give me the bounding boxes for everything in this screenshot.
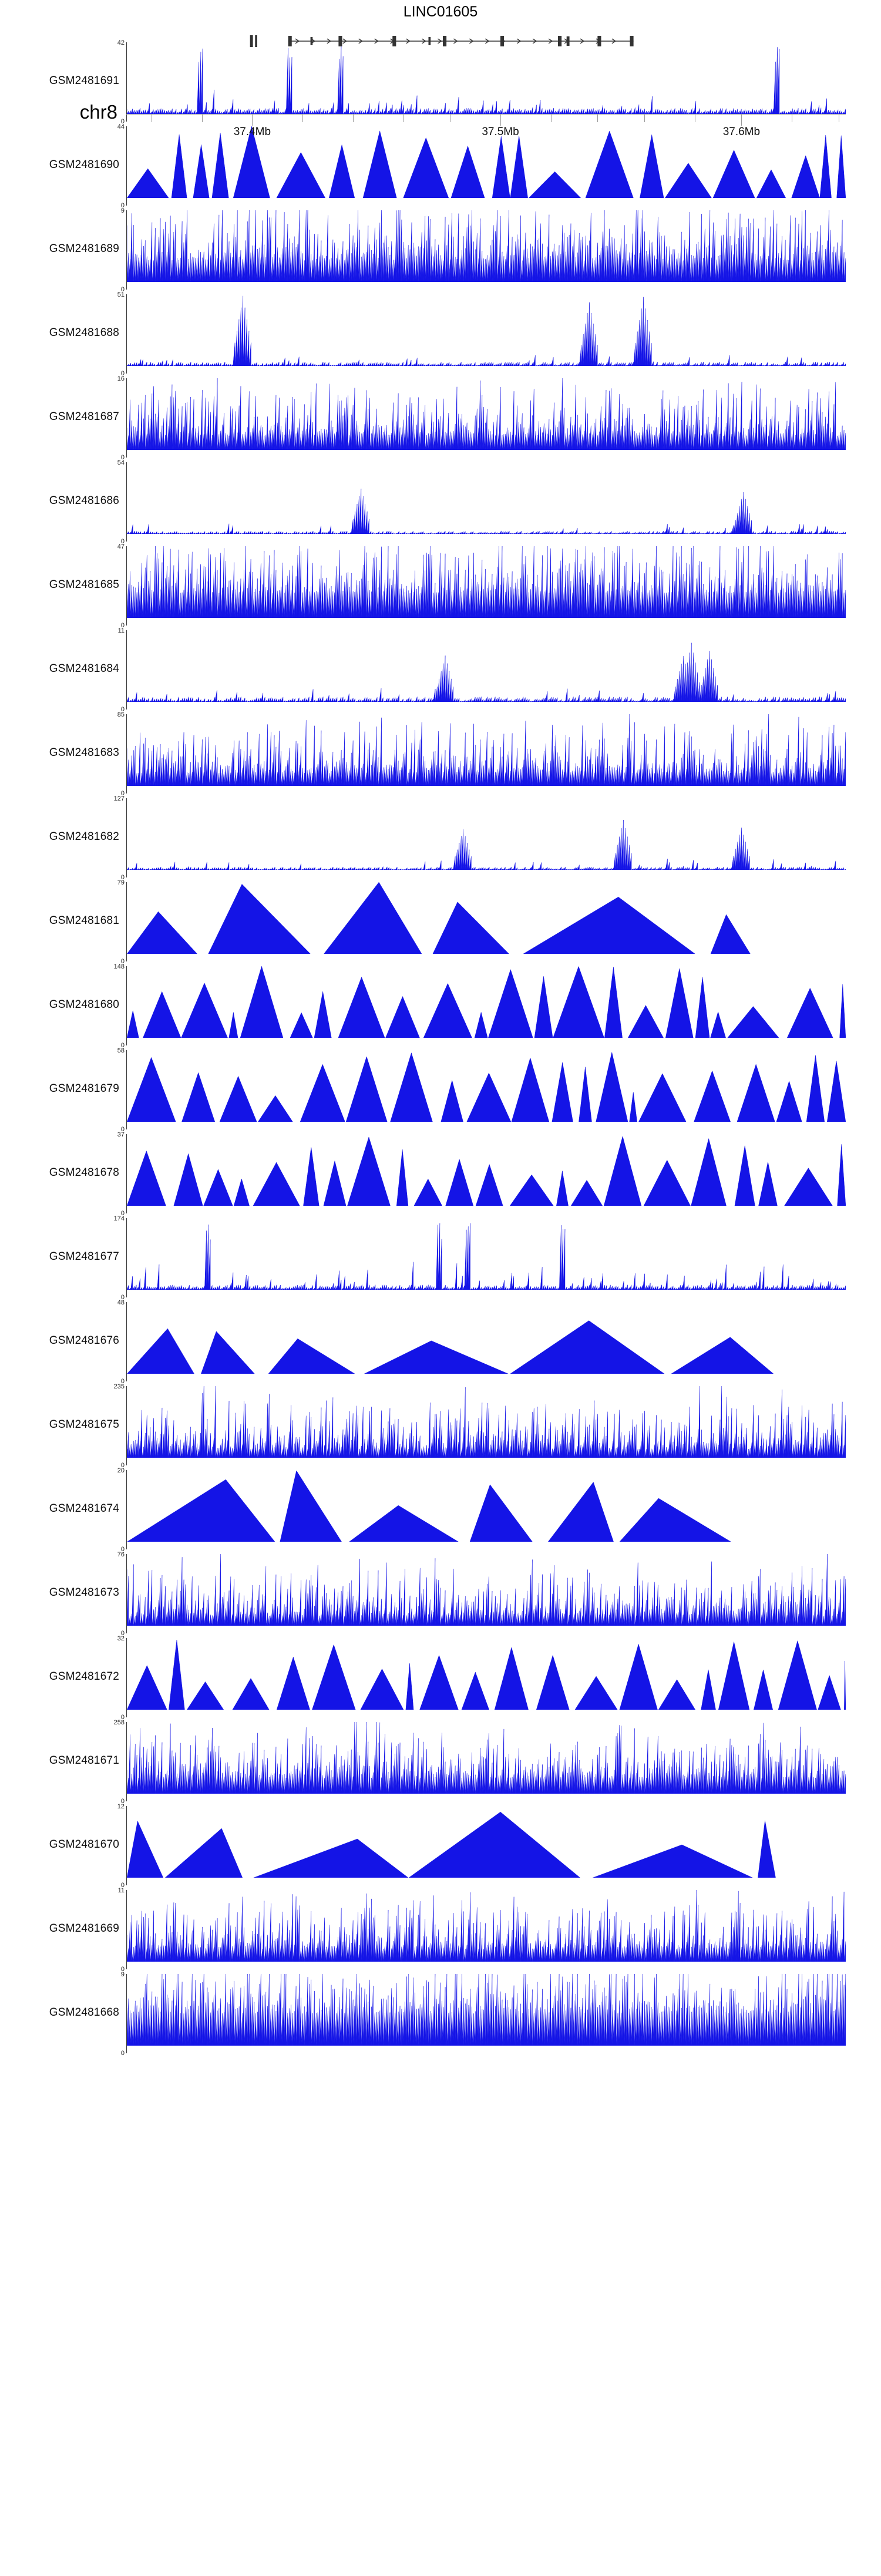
axis-tick [597,114,598,122]
track-axis-min: 0 [120,706,125,713]
track-row [0,1802,881,1889]
gene-exon [250,35,253,47]
track-row [0,879,881,963]
track-label-gsm2481668[interactable]: GSM2481668 [49,2006,119,2019]
track-plot [113,795,846,881]
track-row [0,711,881,795]
genomic-coordinate-axis [126,103,846,168]
track-plot [113,1719,846,1805]
track-row [0,1551,881,1635]
track-axis-max: 12 [117,1803,125,1810]
track-row [0,1215,881,1299]
track-signal-plot [127,1722,846,1794]
axis-tick [644,114,645,122]
track-axis-min: 0 [120,1882,125,1889]
track-row [0,1886,881,1973]
track-axis-max: 32 [117,1635,125,1642]
track-label-gsm2481690[interactable]: GSM2481690 [49,158,119,171]
track-axis-min: 0 [120,454,125,461]
track-signal-plot [127,1638,846,1710]
track-axis-max: 51 [117,291,125,298]
track-signal-plot [127,1806,846,1878]
track-signal-plot [127,1890,846,1962]
track-plot [113,963,846,1049]
track-plot [117,459,846,545]
signal-path [127,1052,846,1122]
track-signal-plot [127,966,846,1038]
track-axis-min: 0 [120,1798,125,1805]
track-axis-min: 0 [120,874,125,881]
signal-path [127,1321,774,1374]
track-axis-min: 0 [120,1546,125,1553]
track-plot [120,1970,846,2057]
track-axis-min: 0 [120,958,125,965]
track-label-gsm2481678[interactable]: GSM2481678 [49,1166,119,1179]
signal-path [127,210,846,282]
track-axis-max: 48 [117,1299,125,1306]
track-plot [120,207,846,293]
gene-exon [558,36,561,46]
track-row [0,1635,881,1719]
track-row [0,1047,881,1131]
track-axis-min: 0 [120,286,125,293]
track-label-gsm2481682[interactable]: GSM2481682 [49,830,119,843]
track-row [0,543,881,627]
track-row [0,291,881,375]
track-label-gsm2481687[interactable]: GSM2481687 [49,410,119,423]
track-row [0,1467,881,1551]
track-label-gsm2481681[interactable]: GSM2481681 [49,914,119,927]
track-label-gsm2481676[interactable]: GSM2481676 [49,1334,119,1347]
track-plot [117,1551,846,1637]
track-plot [117,1299,846,1385]
signal-path [127,489,846,534]
track-label-gsm2481684[interactable]: GSM2481684 [49,662,119,675]
track-axis-min: 0 [120,622,125,629]
track-axis-max: 174 [113,1215,125,1222]
track-axis-max: 58 [117,1047,125,1054]
signal-path [127,882,751,954]
track-plot [117,375,846,461]
track-plot [113,1215,846,1301]
track-axis-max: 47 [117,543,125,550]
axis-major-tick [500,114,501,126]
track-axis-max: 20 [117,1467,125,1474]
track-label-gsm2481674[interactable]: GSM2481674 [49,1502,119,1515]
track-row [0,1383,881,1467]
track-signal-plot [127,1218,846,1290]
track-axis-min: 0 [120,370,125,377]
axis-major-tick [252,114,253,126]
chromosome-axis-area [0,86,881,174]
signal-path [127,643,846,702]
track-signal-plot [127,378,846,450]
axis-major-tick [741,114,742,126]
track-label-gsm2481673[interactable]: GSM2481673 [49,1586,119,1599]
track-label-gsm2481691[interactable]: GSM2481691 [49,74,119,87]
track-row [0,1131,881,1215]
chromosome-label: chr8 [79,101,117,123]
signal-path [127,1722,846,1794]
gene-exon [311,37,313,45]
track-axis-max: 76 [117,1551,125,1558]
track-row [0,207,881,291]
axis-tick [353,114,354,122]
axis-tick [302,114,303,122]
signal-path [127,1223,846,1290]
track-plot [117,1047,846,1133]
track-axis-min: 0 [120,2050,125,2057]
track-signal-plot [127,1050,846,1122]
signal-path [127,378,846,450]
track-signal-plot [127,630,846,702]
track-row [0,1970,881,2057]
track-label-gsm2481672[interactable]: GSM2481672 [49,1670,119,1683]
track-row [0,795,881,879]
gene-exon [443,36,446,46]
axis-rule [126,114,846,115]
track-axis-max: 148 [113,963,125,970]
signal-path [127,1974,846,2046]
signal-path [127,1471,731,1542]
track-axis-max: 11 [117,1887,125,1894]
track-signal-plot [127,210,846,282]
track-plot [117,1886,846,1973]
track-axis-min: 0 [120,1714,125,1721]
track-row [0,627,881,711]
track-axis-max: 11 [117,627,125,634]
track-signal-plot [127,798,846,870]
track-axis-max: 85 [117,711,125,718]
axis-tick [403,114,404,122]
track-label-gsm2481669[interactable]: GSM2481669 [49,1922,119,1935]
signal-path [127,1640,846,1710]
track-plot [117,879,846,965]
gene-exon [500,36,504,46]
gene-annotation-track [0,4,881,68]
track-label-gsm2481686[interactable]: GSM2481686 [49,494,119,507]
track-axis-max: 9 [120,207,125,214]
track-axis-min: 0 [120,1378,125,1385]
axis-tick-label: 37.5Mb [482,126,519,138]
signal-tracks-container [0,39,881,2057]
track-plot [113,1383,846,1469]
track-axis-min: 0 [120,202,125,209]
track-axis-max: 79 [117,879,125,886]
gene-label: LINC01605 [403,4,478,20]
signal-path [127,1554,846,1626]
track-label-gsm2481680[interactable]: GSM2481680 [49,998,119,1011]
axis-tick [551,114,552,122]
track-axis-min: 0 [120,1042,125,1049]
track-plot [117,1635,846,1721]
track-label-gsm2481683[interactable]: GSM2481683 [49,746,119,759]
track-signal-plot [127,294,846,366]
track-signal-plot [127,546,846,618]
signal-path [127,296,846,366]
track-axis-max: 9 [120,1971,125,1978]
track-signal-plot [127,714,846,786]
track-signal-plot [127,1386,846,1458]
track-axis-min: 0 [120,538,125,545]
track-label-gsm2481670[interactable]: GSM2481670 [49,1838,119,1851]
track-label-gsm2481671[interactable]: GSM2481671 [49,1754,119,1767]
gene-exon [288,36,292,46]
track-label-gsm2481677[interactable]: GSM2481677 [49,1250,119,1263]
track-signal-plot [127,1302,846,1374]
track-signal-plot [127,1554,846,1626]
track-plot [117,1131,846,1217]
track-signal-plot [127,882,846,954]
axis-tick-label: 37.4Mb [233,126,271,138]
track-label-gsm2481689[interactable]: GSM2481689 [49,242,119,255]
track-plot [117,711,846,797]
track-plot [117,1467,846,1553]
gene-model [126,29,846,53]
track-axis-max: 258 [113,1719,125,1726]
track-axis-max: 44 [117,123,125,130]
track-plot [117,1802,846,1889]
track-label-gsm2481685[interactable]: GSM2481685 [49,578,119,591]
track-row [0,459,881,543]
track-signal-plot [127,462,846,534]
track-plot [117,543,846,629]
signal-path [127,714,846,786]
track-row [0,963,881,1047]
signal-path [127,1890,846,1962]
gene-model-svg[interactable] [126,29,846,53]
track-row [0,1299,881,1383]
track-signal-plot [127,1134,846,1206]
track-axis-max: 54 [117,459,125,466]
track-label-gsm2481679[interactable]: GSM2481679 [49,1082,119,1095]
track-signal-plot [127,1470,846,1542]
signal-path [127,966,846,1038]
signal-path [127,546,846,618]
track-axis-min: 0 [120,1462,125,1469]
track-axis-min: 0 [120,1966,125,1973]
track-axis-max: 127 [113,795,125,802]
track-axis-min: 0 [120,790,125,797]
track-row [0,1719,881,1805]
gene-exon [429,37,431,45]
axis-tick [202,114,203,122]
track-plot [117,627,846,713]
gene-exon [338,36,342,46]
track-row [0,375,881,459]
track-axis-min: 0 [120,1210,125,1217]
signal-path [127,1386,846,1458]
signal-path [127,1812,776,1878]
signal-path [127,820,846,870]
track-axis-min: 0 [120,1126,125,1133]
gene-exon [630,36,634,46]
track-plot [117,291,846,377]
track-axis-min: 0 [120,1630,125,1637]
genome-browser [0,4,881,2576]
gene-exon [255,35,257,47]
track-label-gsm2481688[interactable]: GSM2481688 [49,326,119,339]
track-axis-max: 235 [113,1383,125,1390]
axis-tick-label: 37.6Mb [722,126,761,138]
track-axis-max: 16 [117,375,125,382]
track-axis-max: 37 [117,1131,125,1138]
track-signal-plot [127,1974,846,2046]
track-axis-max: 42 [117,39,125,46]
signal-path [127,1136,846,1206]
track-label-gsm2481675[interactable]: GSM2481675 [49,1418,119,1431]
track-axis-min: 0 [120,118,125,125]
track-axis-min: 0 [120,1294,125,1301]
